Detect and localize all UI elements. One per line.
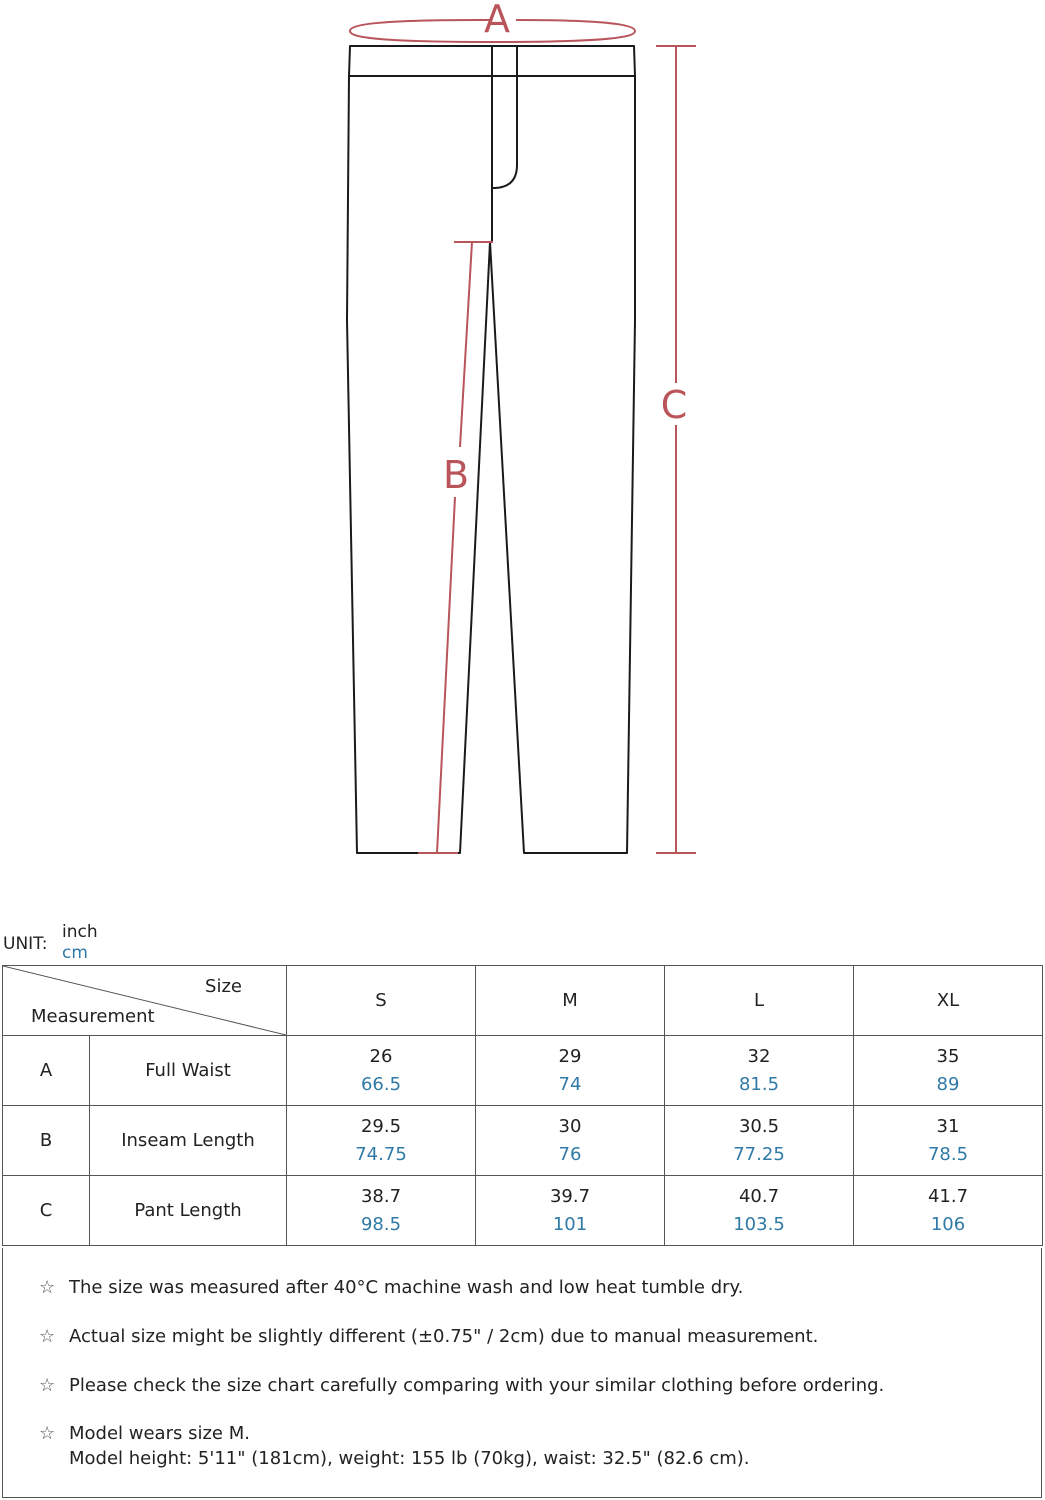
value-cm: 74.75 [355,1143,407,1165]
size-header-m: M [476,966,665,1036]
value-cell [476,1036,665,1106]
table-header-row [3,966,1043,1036]
value-inch: 38.7 [360,1185,402,1207]
value-cell [665,1106,854,1176]
marker-b-label: B [442,453,470,497]
value-inch: 29 [558,1045,582,1067]
value-inch: 35 [936,1045,960,1067]
measure-b-line-lower [437,497,455,853]
star-icon: ☆ [39,1277,56,1298]
marker-a-label: A [484,0,510,41]
value-cell [665,1036,854,1106]
size-header-s: S [287,966,476,1036]
row-code: C [3,1176,90,1246]
value-cm: 74 [558,1073,582,1095]
value-cm: 76 [558,1143,582,1165]
value-cell [287,1036,476,1106]
note-text: The size was measured after 40°C machine wash and low heat tumble dry. [69,1277,744,1298]
value-inch: 26 [369,1045,393,1067]
measure-b-line-upper [460,242,472,447]
star-icon: ☆ [39,1375,56,1396]
value-cm: 98.5 [360,1213,402,1235]
row-name: Inseam Length [90,1106,287,1176]
corner-measurement-label: Measurement [31,1006,155,1027]
star-icon: ☆ [39,1326,56,1347]
value-inch: 40.7 [738,1185,780,1207]
value-cell [665,1176,854,1246]
marker-c-label: C [660,383,688,427]
row-name: Pant Length [90,1176,287,1246]
size-chart-table [2,965,1043,1246]
value-cm: 66.5 [360,1073,402,1095]
value-cm: 101 [552,1213,588,1235]
notes-box [2,1248,1042,1498]
size-header-xl: XL [854,966,1043,1036]
row-code: B [3,1106,90,1176]
note-item [39,1275,743,1300]
measure-lines [350,20,696,853]
pants-outline [347,46,635,853]
note-item [39,1421,750,1471]
row-name: Full Waist [90,1036,287,1106]
note-text-detail: Model height: 5'11" (181cm), weight: 155 lb (70kg), waist: 32.5" (82.6 cm). [69,1448,750,1469]
unit-inch: inch [62,922,98,942]
value-cell [476,1176,665,1246]
note-text: Actual size might be slightly different (±0.75" / 2cm) due to manual measurement. [69,1326,819,1347]
value-inch: 29.5 [360,1115,402,1137]
value-cell [854,1176,1043,1246]
corner-size-label: Size [205,976,242,997]
value-cell [854,1036,1043,1106]
value-cell [854,1106,1043,1176]
size-header-l: L [665,966,854,1036]
star-icon: ☆ [39,1423,56,1444]
note-text: Model wears size M. [69,1423,250,1444]
unit-label: UNIT: [3,934,48,954]
value-inch: 32 [747,1045,771,1067]
value-inch: 30.5 [738,1115,780,1137]
value-cm: 103.5 [733,1213,785,1235]
table-row-pant-length [3,1176,1043,1246]
value-cm: 77.25 [733,1143,785,1165]
value-cm: 78.5 [927,1143,969,1165]
note-text: Please check the size chart carefully comparing with your similar clothing before ordering. [69,1375,885,1396]
value-inch: 39.7 [549,1185,591,1207]
note-item [39,1324,818,1349]
table-row-inseam-length [3,1106,1043,1176]
unit-cm: cm [62,943,88,963]
value-cm: 106 [930,1213,966,1235]
value-cell [287,1176,476,1246]
row-code: A [3,1036,90,1106]
value-cell [476,1106,665,1176]
fly-stitch [492,46,517,188]
table-row-full-waist [3,1036,1043,1106]
value-cm: 89 [936,1073,960,1095]
unit-legend [3,922,303,962]
value-inch: 41.7 [927,1185,969,1207]
value-cm: 81.5 [738,1073,780,1095]
value-inch: 30 [558,1115,582,1137]
table-corner-cell [3,966,287,1036]
value-inch: 31 [936,1115,960,1137]
value-cell [287,1106,476,1176]
note-item [39,1373,884,1398]
